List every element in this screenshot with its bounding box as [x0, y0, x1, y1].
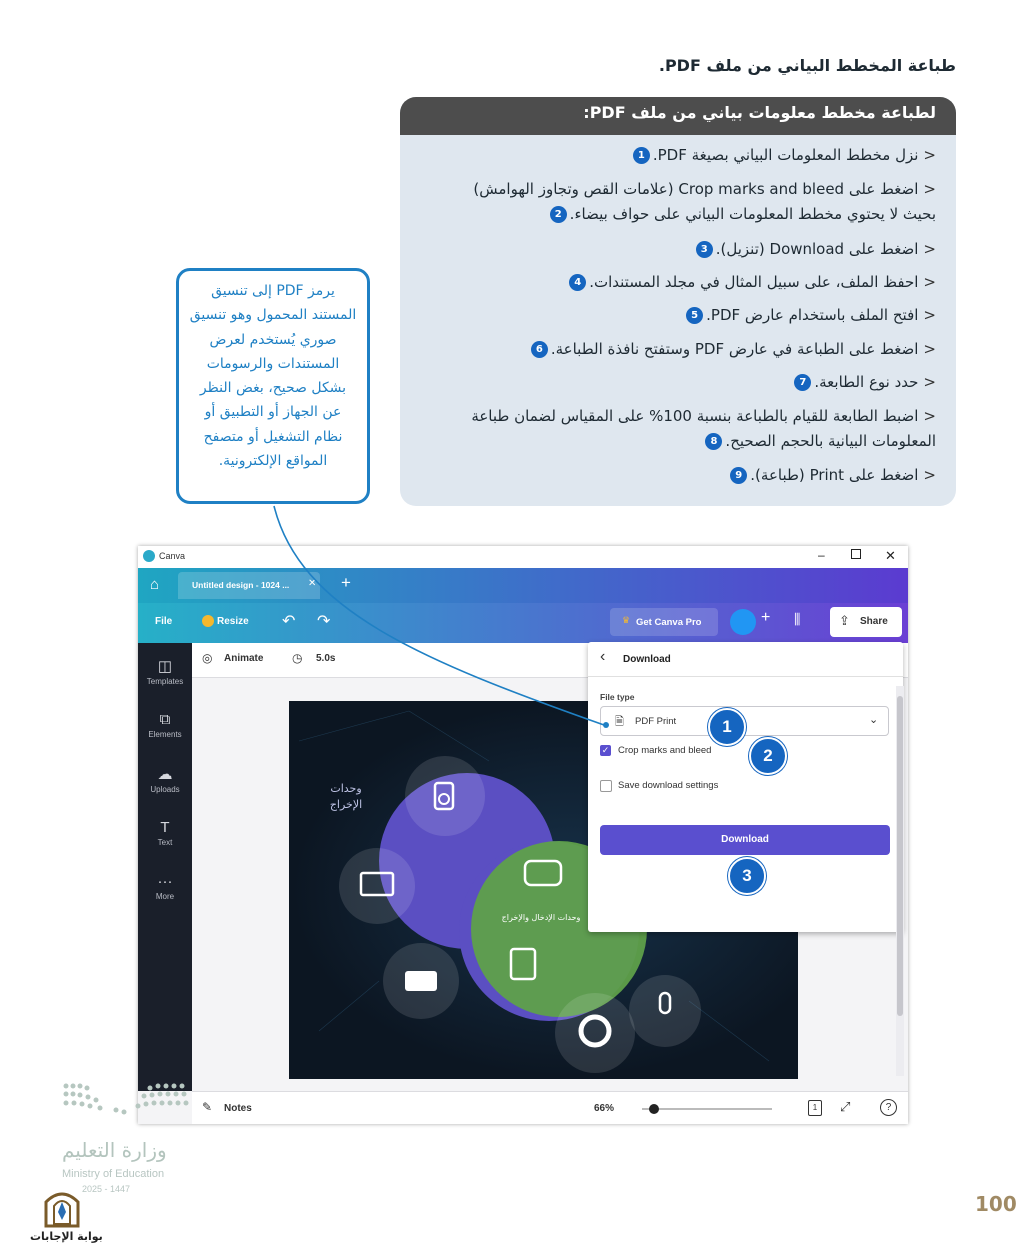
new-tab-icon[interactable]: +	[341, 573, 351, 592]
notes-icon: ✎	[202, 1100, 213, 1114]
step-6: <اضغط على الطباعة في عارض PDF وستفتح نافذة الطباعة.6	[528, 336, 936, 362]
ministry-years: 2025 - 1447	[82, 1184, 131, 1194]
step-4: <احفظ الملف، على سبيل المثال في مجلد المستندات.4	[566, 269, 936, 295]
step-5: <افتح الملف باستخدام عارض PDF.5	[683, 302, 936, 328]
step-2b: بحيث لا يحتوي مخطط المعلومات البياني على حواف بيضاء.2	[547, 201, 936, 227]
save-settings-label: Save download settings	[618, 780, 719, 791]
ministry-dots-icon	[60, 1080, 200, 1120]
crop-marks-checkbox[interactable]: ✓	[601, 745, 610, 755]
notes-button[interactable]: Notes	[224, 1103, 252, 1114]
step-7: <حدد نوع الطابعة.7	[791, 369, 936, 395]
download-button-label: Download	[721, 834, 769, 845]
file-menu[interactable]: File	[155, 616, 173, 627]
minimize-icon[interactable]: –	[818, 548, 825, 562]
badge-2: 2	[749, 737, 787, 775]
badge-1: 1	[708, 708, 746, 746]
chevron-down-icon: ⌄	[869, 714, 879, 726]
portal-name: بوابة الإجابات	[30, 1230, 103, 1243]
sidebar-item-more[interactable]: ··· More	[138, 873, 192, 901]
undo-icon[interactable]: ↶	[282, 613, 296, 630]
pdf-definition-text: يرمز PDF إلى تنسيق المستند المحمول وهو تنسيق صوري يُستخدم لعرض المستندات والرسومات بشكل صحيح، بغض النظر عن الجهاز أو التطبيق أو نظام التشغيل أو متصفح المواقع الإلكترونية.	[189, 283, 357, 470]
io-label: وحدات الإدخال والإخراج	[501, 913, 581, 922]
output-label: وحدات الإخراج	[329, 782, 363, 811]
back-chevron-icon[interactable]: ‹	[600, 648, 606, 665]
app-title: Canva	[159, 551, 186, 561]
zoom-value: 66%	[594, 1103, 615, 1114]
sidebar-item-templates[interactable]: ◫ Templates	[138, 657, 192, 686]
share-label: Share	[860, 616, 888, 627]
tab-close-icon[interactable]: ✕	[308, 578, 317, 589]
animate-button[interactable]: Animate	[224, 653, 264, 664]
pro-crown-icon: ♛	[622, 615, 631, 625]
step-8a: <اضبط الطابعة للقيام بالطباعة بنسبة 100% على المقياس لضمان طباعة	[471, 407, 936, 425]
page-heading: طباعة المخطط البياني من ملف PDF.	[658, 56, 956, 75]
pdf-file-icon: 🗎	[615, 716, 624, 728]
ministry-logo	[60, 1080, 200, 1200]
redo-icon[interactable]: ↷	[317, 613, 331, 630]
sidebar-item-text[interactable]: T Text	[138, 819, 192, 847]
step-9: <اضغط على Print (طباعة).9	[727, 462, 936, 488]
instructions-title: لطباعة مخطط معلومات بياني من ملف PDF:	[583, 103, 936, 122]
file-type-value: PDF Print	[635, 716, 677, 727]
tab-label: Untitled design - 1024 ...	[192, 580, 290, 590]
home-icon[interactable]: ⌂	[150, 576, 160, 593]
text-icon: T	[160, 819, 170, 836]
get-pro-label: Get Canva Pro	[636, 617, 702, 628]
animate-icon: ◎	[202, 651, 213, 665]
ministry-arabic: وزارة التعليم	[62, 1138, 167, 1162]
fullscreen-icon[interactable]: ⤢	[840, 1099, 851, 1114]
step-3: <اضغط على Download (تنزيل).3	[693, 236, 936, 262]
uploads-icon: ☁	[157, 766, 173, 783]
duration-button[interactable]: 5.0s	[316, 653, 336, 664]
page-number: 100	[975, 1192, 1017, 1216]
step-8b: المعلومات البيانية بالحجم الصحيح.8	[702, 428, 936, 454]
file-type-label: File type	[600, 692, 635, 702]
insights-icon[interactable]: ⫼	[794, 611, 801, 627]
portal-logo-icon	[42, 1186, 82, 1228]
step-1: <نزل مخطط المعلومات البياني بصيغة PDF.1	[630, 142, 936, 168]
step-2a: <اضغط على Crop marks and bleed (علامات القص وتجاوز الهوامش)	[473, 180, 936, 198]
badge-3: 3	[728, 857, 766, 895]
crop-marks-label: Crop marks and bleed	[618, 745, 712, 756]
download-panel-title: Download	[623, 654, 671, 665]
share-icon: ⇪	[839, 613, 850, 628]
more-icon: ···	[157, 873, 173, 890]
clock-icon: ◷	[292, 651, 303, 665]
resize-button[interactable]: Resize	[217, 616, 249, 627]
help-icon[interactable]: ?	[880, 1099, 897, 1116]
add-member-icon[interactable]: +	[761, 609, 771, 626]
close-icon[interactable]: ✕	[885, 548, 896, 563]
elements-icon: ⧉	[159, 711, 171, 728]
page-view-icon[interactable]: 1	[808, 1100, 822, 1116]
sidebar-item-uploads[interactable]: ☁ Uploads	[138, 765, 192, 794]
ministry-english: Ministry of Education	[62, 1168, 165, 1180]
sidebar-item-elements[interactable]: ⧉ Elements	[138, 711, 192, 739]
templates-icon: ◫	[157, 658, 173, 675]
